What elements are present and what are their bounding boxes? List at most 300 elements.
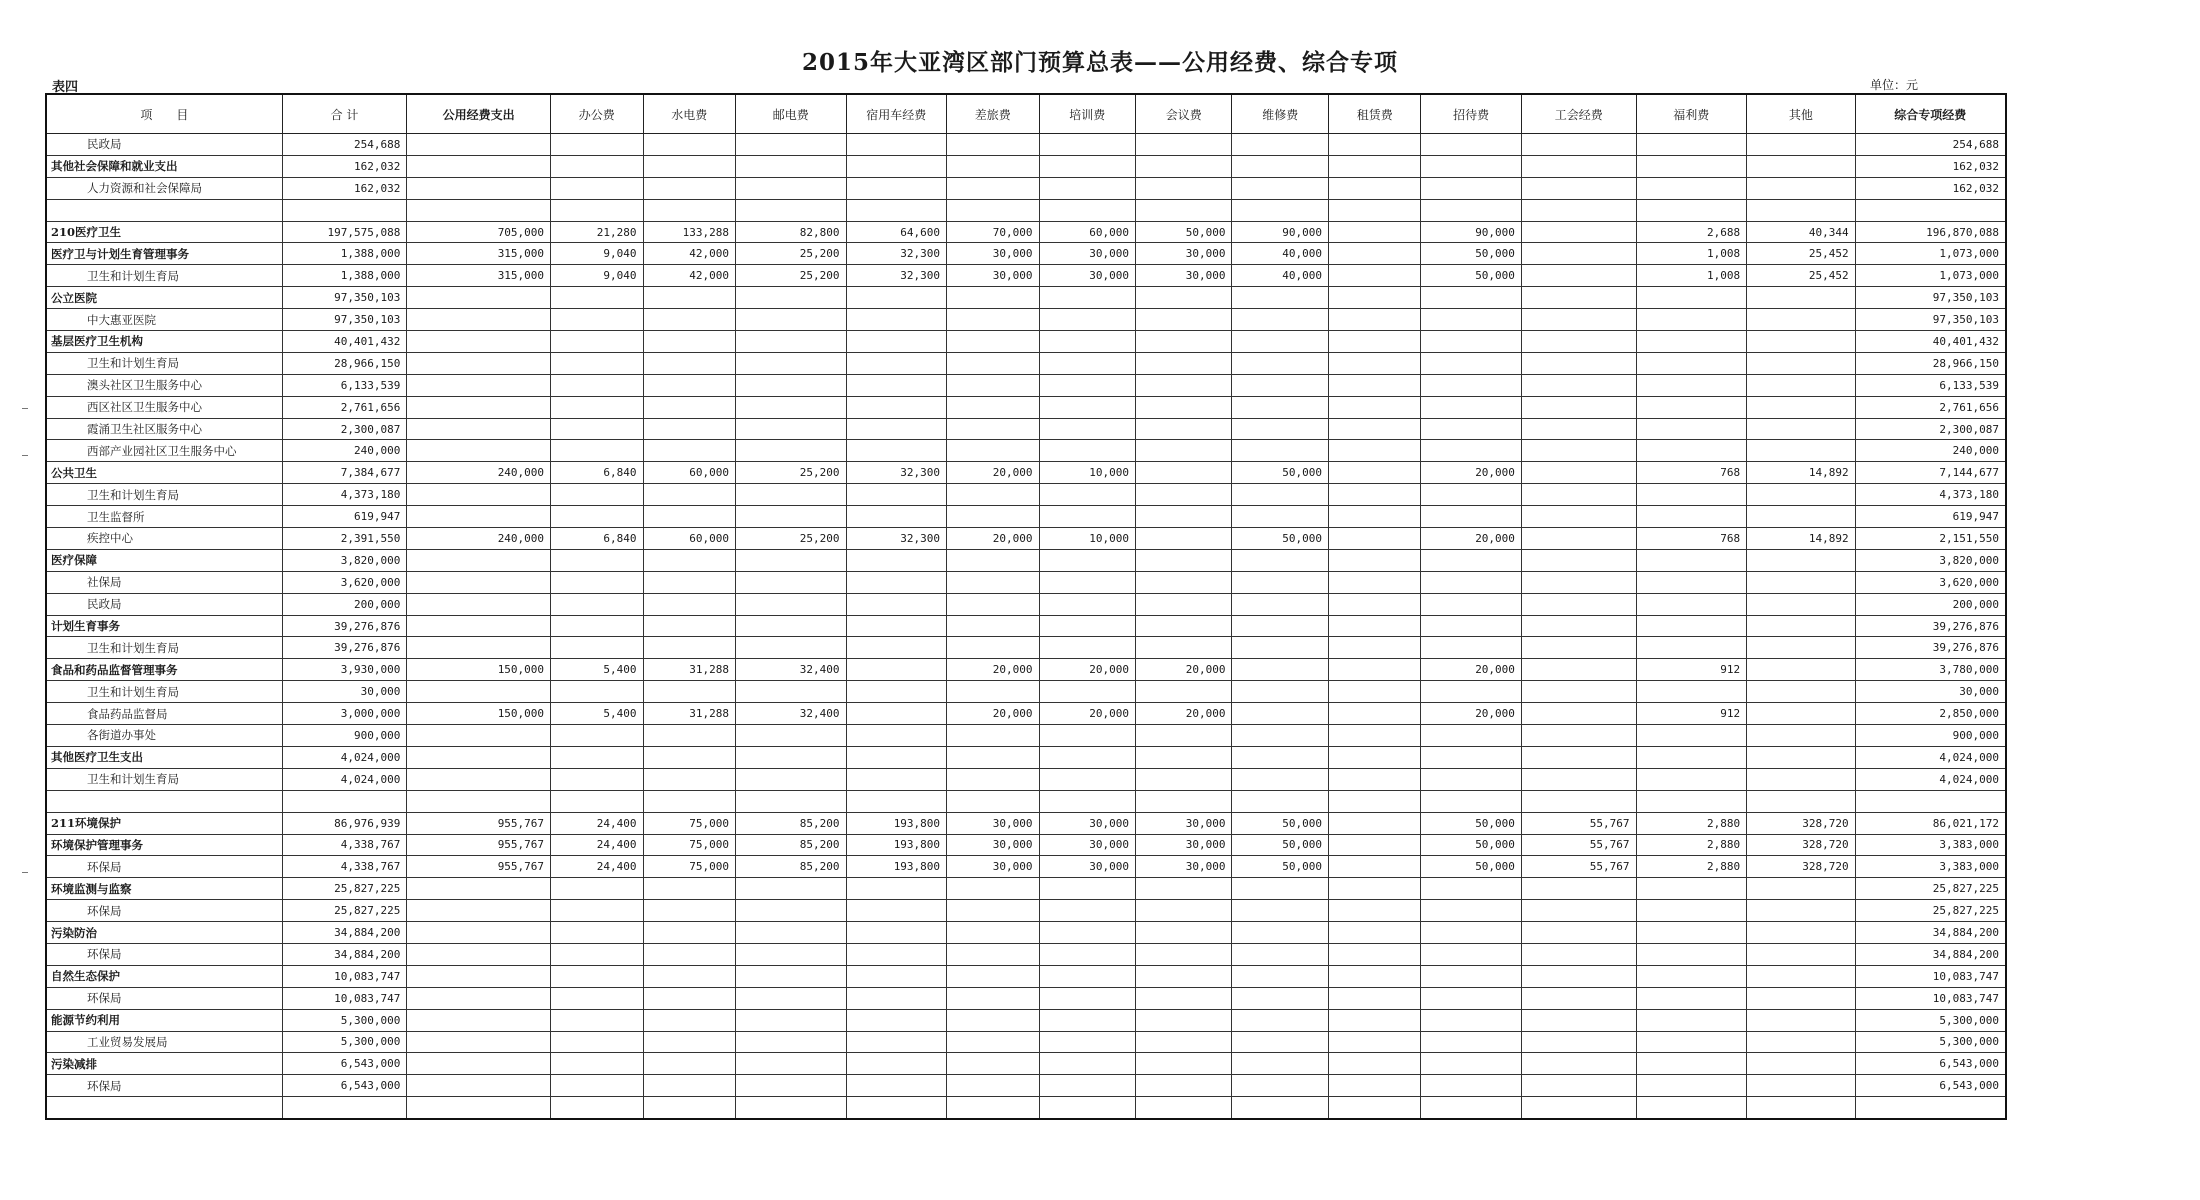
row-value-cell: 3,000,000	[282, 703, 407, 725]
row-value-cell	[1521, 615, 1636, 637]
row-value-cell: 39,276,876	[282, 615, 407, 637]
row-value-cell	[551, 1097, 643, 1119]
row-value-cell: 30,000	[282, 681, 407, 703]
row-value-cell: 2,300,087	[282, 418, 407, 440]
row-value-cell: 162,032	[282, 177, 407, 199]
row-value-cell: 5,300,000	[282, 1031, 407, 1053]
row-item-name: 环境监测与监察	[46, 878, 282, 900]
row-value-cell: 162,032	[282, 155, 407, 177]
row-value-cell	[947, 965, 1039, 987]
row-value-cell: 60,000	[643, 462, 735, 484]
row-value-cell	[1232, 134, 1328, 156]
row-value-cell: 2,300,087	[1855, 418, 2006, 440]
row-value-cell: 30,000	[1136, 812, 1232, 834]
row-value-cell	[735, 746, 846, 768]
row-value-cell: 10,000	[1039, 462, 1135, 484]
row-value-cell: 5,400	[551, 659, 643, 681]
row-value-cell	[407, 1097, 551, 1119]
row-value-cell	[846, 177, 947, 199]
table-row	[46, 309, 2006, 331]
row-value-cell	[846, 309, 947, 331]
row-value-cell	[643, 615, 735, 637]
column-header: 宿用车经费	[846, 94, 947, 134]
table-row	[46, 593, 2006, 615]
row-value-cell	[1039, 790, 1135, 812]
row-value-cell	[1328, 549, 1420, 571]
row-value-cell: 30,000	[1039, 265, 1135, 287]
row-value-cell	[735, 1031, 846, 1053]
row-value-cell	[1421, 943, 1522, 965]
row-value-cell	[947, 1075, 1039, 1097]
row-value-cell	[551, 440, 643, 462]
row-value-cell	[1232, 681, 1328, 703]
scan-mark	[22, 872, 28, 873]
row-value-cell	[1521, 725, 1636, 747]
row-value-cell	[735, 1009, 846, 1031]
row-value-cell: 3,383,000	[1855, 834, 2006, 856]
row-value-cell	[947, 922, 1039, 944]
row-value-cell	[1039, 1031, 1135, 1053]
row-value-cell	[1747, 615, 1856, 637]
row-value-cell	[1232, 746, 1328, 768]
row-value-cell: 60,000	[643, 528, 735, 550]
row-value-cell	[947, 878, 1039, 900]
row-value-cell: 3,620,000	[282, 571, 407, 593]
table-row	[46, 637, 2006, 659]
row-value-cell	[1636, 418, 1747, 440]
row-value-cell	[1039, 725, 1135, 747]
row-value-cell	[1747, 768, 1856, 790]
row-value-cell	[643, 1097, 735, 1119]
row-value-cell	[1039, 287, 1135, 309]
row-value-cell	[1136, 943, 1232, 965]
row-value-cell: 31,288	[643, 703, 735, 725]
row-value-cell	[735, 287, 846, 309]
row-value-cell	[1636, 768, 1747, 790]
row-value-cell	[1039, 965, 1135, 987]
row-value-cell: 30,000	[1855, 681, 2006, 703]
row-value-cell	[1421, 900, 1522, 922]
row-value-cell	[551, 746, 643, 768]
row-value-cell	[1136, 484, 1232, 506]
row-value-cell: 20,000	[1421, 703, 1522, 725]
row-value-cell	[407, 331, 551, 353]
row-value-cell	[1521, 352, 1636, 374]
row-value-cell	[846, 374, 947, 396]
row-value-cell: 34,884,200	[282, 922, 407, 944]
row-value-cell	[735, 309, 846, 331]
table-row	[46, 900, 2006, 922]
row-value-cell: 2,880	[1636, 856, 1747, 878]
row-value-cell: 30,000	[1136, 265, 1232, 287]
row-value-cell	[1039, 987, 1135, 1009]
row-value-cell	[1421, 593, 1522, 615]
row-value-cell: 6,543,000	[1855, 1053, 2006, 1075]
table-row	[46, 768, 2006, 790]
row-value-cell	[1636, 1053, 1747, 1075]
row-item-name: 其他社会保障和就业支出	[46, 155, 282, 177]
row-value-cell: 240,000	[407, 462, 551, 484]
row-value-cell: 90,000	[1232, 221, 1328, 243]
row-item-name: 工业贸易发展局	[46, 1031, 282, 1053]
table-row	[46, 659, 2006, 681]
row-value-cell	[1747, 965, 1856, 987]
column-header: 办公费	[551, 94, 643, 134]
row-value-cell	[846, 593, 947, 615]
row-value-cell	[947, 615, 1039, 637]
row-item-name: 环保局	[46, 1075, 282, 1097]
row-value-cell	[1136, 374, 1232, 396]
row-value-cell: 10,000	[1039, 528, 1135, 550]
row-value-cell	[282, 1097, 407, 1119]
row-value-cell	[1421, 352, 1522, 374]
row-value-cell	[1521, 199, 1636, 221]
row-value-cell	[551, 549, 643, 571]
row-value-cell: 40,401,432	[1855, 331, 2006, 353]
row-value-cell	[1421, 418, 1522, 440]
row-value-cell	[1421, 1075, 1522, 1097]
row-value-cell	[735, 922, 846, 944]
row-item-name	[46, 199, 282, 221]
row-item-name: 卫生和计划生育局	[46, 768, 282, 790]
row-value-cell	[846, 615, 947, 637]
row-value-cell	[947, 1009, 1039, 1031]
row-value-cell	[1039, 309, 1135, 331]
row-value-cell	[947, 484, 1039, 506]
row-value-cell	[1039, 615, 1135, 637]
row-value-cell: 75,000	[643, 856, 735, 878]
row-value-cell	[1747, 155, 1856, 177]
row-value-cell: 20,000	[1039, 659, 1135, 681]
row-value-cell	[1421, 987, 1522, 1009]
row-value-cell	[1521, 506, 1636, 528]
column-header: 水电费	[643, 94, 735, 134]
row-value-cell	[1232, 659, 1328, 681]
row-value-cell	[1328, 155, 1420, 177]
row-value-cell	[1232, 1097, 1328, 1119]
row-value-cell: 2,880	[1636, 834, 1747, 856]
row-value-cell	[1328, 1097, 1420, 1119]
row-value-cell	[735, 440, 846, 462]
row-value-cell	[1421, 746, 1522, 768]
row-value-cell	[1039, 943, 1135, 965]
row-value-cell: 2,761,656	[282, 396, 407, 418]
table-row	[46, 265, 2006, 287]
row-value-cell: 50,000	[1421, 243, 1522, 265]
row-value-cell	[1136, 1009, 1232, 1031]
row-value-cell	[1636, 790, 1747, 812]
row-value-cell	[1136, 177, 1232, 199]
table-row	[46, 484, 2006, 506]
row-item-name: 卫生和计划生育局	[46, 352, 282, 374]
row-value-cell	[947, 374, 1039, 396]
row-value-cell: 40,000	[1232, 265, 1328, 287]
row-value-cell: 25,452	[1747, 243, 1856, 265]
row-value-cell	[846, 1009, 947, 1031]
row-value-cell	[1232, 637, 1328, 659]
table-row	[46, 1009, 2006, 1031]
row-value-cell	[1636, 1075, 1747, 1097]
row-value-cell	[643, 965, 735, 987]
row-value-cell	[1328, 462, 1420, 484]
row-value-cell	[1636, 987, 1747, 1009]
row-value-cell	[551, 177, 643, 199]
row-item-name: 环保局	[46, 987, 282, 1009]
row-value-cell	[643, 177, 735, 199]
row-value-cell: 20,000	[1136, 703, 1232, 725]
row-item-name: 基层医疗卫生机构	[46, 331, 282, 353]
row-value-cell	[846, 878, 947, 900]
row-value-cell: 20,000	[1421, 659, 1522, 681]
row-value-cell	[1421, 571, 1522, 593]
row-value-cell: 1,388,000	[282, 265, 407, 287]
row-value-cell	[1421, 134, 1522, 156]
row-value-cell	[735, 1053, 846, 1075]
row-value-cell: 50,000	[1232, 812, 1328, 834]
row-value-cell	[643, 571, 735, 593]
row-item-name: 公立医院	[46, 287, 282, 309]
table-row	[46, 155, 2006, 177]
table-row	[46, 943, 2006, 965]
row-value-cell	[1421, 440, 1522, 462]
row-value-cell	[1232, 309, 1328, 331]
row-value-cell	[1747, 440, 1856, 462]
column-header: 福利费	[1636, 94, 1747, 134]
row-value-cell: 25,200	[735, 265, 846, 287]
row-value-cell	[407, 287, 551, 309]
table-row	[46, 1097, 2006, 1119]
row-value-cell	[643, 396, 735, 418]
row-value-cell: 9,040	[551, 243, 643, 265]
row-value-cell	[1747, 593, 1856, 615]
row-value-cell	[947, 900, 1039, 922]
row-value-cell: 4,024,000	[282, 768, 407, 790]
row-value-cell	[1039, 352, 1135, 374]
row-item-name: 210医疗卫生	[46, 221, 282, 243]
row-value-cell	[1136, 878, 1232, 900]
row-value-cell	[1136, 987, 1232, 1009]
row-value-cell: 85,200	[735, 812, 846, 834]
row-value-cell	[1421, 155, 1522, 177]
row-value-cell	[1636, 725, 1747, 747]
row-value-cell	[846, 484, 947, 506]
row-value-cell: 32,400	[735, 703, 846, 725]
row-item-name	[46, 790, 282, 812]
row-value-cell	[643, 987, 735, 1009]
row-value-cell	[1232, 374, 1328, 396]
row-value-cell	[1636, 900, 1747, 922]
row-value-cell	[1747, 1031, 1856, 1053]
row-value-cell: 55,767	[1521, 856, 1636, 878]
row-value-cell: 39,276,876	[282, 637, 407, 659]
row-value-cell	[947, 637, 1039, 659]
row-value-cell: 1,073,000	[1855, 265, 2006, 287]
row-value-cell	[1521, 1097, 1636, 1119]
row-value-cell	[643, 331, 735, 353]
row-value-cell: 2,761,656	[1855, 396, 2006, 418]
row-value-cell	[1328, 528, 1420, 550]
row-value-cell	[1421, 637, 1522, 659]
row-value-cell	[551, 484, 643, 506]
table-row	[46, 681, 2006, 703]
row-value-cell	[551, 790, 643, 812]
row-item-name: 中大惠亚医院	[46, 309, 282, 331]
row-value-cell: 25,827,225	[1855, 878, 2006, 900]
header-row	[46, 94, 2006, 134]
row-value-cell	[846, 1053, 947, 1075]
row-value-cell	[1136, 352, 1232, 374]
row-value-cell	[1039, 1009, 1135, 1031]
row-value-cell	[551, 134, 643, 156]
row-value-cell: 32,400	[735, 659, 846, 681]
row-value-cell	[1136, 922, 1232, 944]
row-value-cell	[735, 593, 846, 615]
row-value-cell	[1328, 221, 1420, 243]
row-value-cell	[846, 965, 947, 987]
row-value-cell: 70,000	[947, 221, 1039, 243]
row-item-name: 其他医疗卫生支出	[46, 746, 282, 768]
row-value-cell	[1136, 790, 1232, 812]
row-value-cell: 4,024,000	[282, 746, 407, 768]
row-value-cell: 21,280	[551, 221, 643, 243]
row-value-cell	[1039, 155, 1135, 177]
row-value-cell	[1328, 243, 1420, 265]
table-row	[46, 878, 2006, 900]
row-value-cell	[407, 506, 551, 528]
row-value-cell	[1232, 725, 1328, 747]
row-value-cell	[1747, 177, 1856, 199]
row-value-cell: 97,350,103	[282, 287, 407, 309]
row-item-name: 污染防治	[46, 922, 282, 944]
row-value-cell	[1328, 134, 1420, 156]
row-value-cell	[1521, 265, 1636, 287]
row-value-cell: 3,930,000	[282, 659, 407, 681]
row-value-cell	[1136, 155, 1232, 177]
row-value-cell	[846, 571, 947, 593]
row-value-cell	[1039, 418, 1135, 440]
row-value-cell	[1636, 1009, 1747, 1031]
row-value-cell: 10,083,747	[282, 987, 407, 1009]
row-value-cell	[551, 1031, 643, 1053]
row-value-cell	[407, 134, 551, 156]
row-value-cell	[1328, 615, 1420, 637]
row-value-cell	[643, 1053, 735, 1075]
row-value-cell: 50,000	[1421, 265, 1522, 287]
row-value-cell: 6,133,539	[1855, 374, 2006, 396]
row-value-cell	[1136, 440, 1232, 462]
row-value-cell: 39,276,876	[1855, 637, 2006, 659]
row-value-cell	[1747, 331, 1856, 353]
row-value-cell	[1636, 571, 1747, 593]
row-value-cell	[947, 177, 1039, 199]
row-value-cell	[1747, 681, 1856, 703]
row-value-cell	[551, 922, 643, 944]
row-value-cell	[1232, 396, 1328, 418]
row-value-cell	[1328, 396, 1420, 418]
row-value-cell	[1747, 549, 1856, 571]
row-value-cell	[1421, 1031, 1522, 1053]
row-value-cell	[1521, 571, 1636, 593]
row-value-cell	[1039, 593, 1135, 615]
row-value-cell	[1747, 1075, 1856, 1097]
row-value-cell	[735, 725, 846, 747]
column-header: 邮电费	[735, 94, 846, 134]
row-value-cell: 6,840	[551, 462, 643, 484]
row-value-cell	[1136, 725, 1232, 747]
row-value-cell: 30,000	[947, 812, 1039, 834]
row-value-cell	[1039, 1053, 1135, 1075]
row-value-cell: 705,000	[407, 221, 551, 243]
row-value-cell: 1,008	[1636, 265, 1747, 287]
row-value-cell	[1232, 1053, 1328, 1075]
row-value-cell	[735, 155, 846, 177]
table-row	[46, 374, 2006, 396]
row-value-cell	[1636, 637, 1747, 659]
row-value-cell: 64,600	[846, 221, 947, 243]
row-value-cell	[1421, 768, 1522, 790]
column-header: 公用经费支出	[407, 94, 551, 134]
row-value-cell	[1136, 199, 1232, 221]
row-value-cell	[1232, 199, 1328, 221]
row-value-cell: 1,008	[1636, 243, 1747, 265]
table-row	[46, 987, 2006, 1009]
row-value-cell	[1039, 396, 1135, 418]
row-value-cell	[1039, 746, 1135, 768]
row-value-cell: 20,000	[1421, 528, 1522, 550]
table-row	[46, 221, 2006, 243]
row-value-cell	[551, 943, 643, 965]
row-value-cell	[551, 287, 643, 309]
row-value-cell	[407, 396, 551, 418]
row-value-cell: 193,800	[846, 812, 947, 834]
row-value-cell: 55,767	[1521, 812, 1636, 834]
row-value-cell	[1421, 922, 1522, 944]
row-value-cell: 6,543,000	[282, 1053, 407, 1075]
row-value-cell: 50,000	[1232, 462, 1328, 484]
row-value-cell	[1636, 309, 1747, 331]
row-value-cell	[846, 440, 947, 462]
row-value-cell: 30,000	[1136, 856, 1232, 878]
table-row	[46, 352, 2006, 374]
row-value-cell: 150,000	[407, 703, 551, 725]
row-value-cell	[1136, 309, 1232, 331]
row-value-cell	[846, 922, 947, 944]
row-value-cell	[1747, 309, 1856, 331]
row-value-cell: 6,133,539	[282, 374, 407, 396]
table-row	[46, 790, 2006, 812]
row-item-name: 卫生和计划生育局	[46, 637, 282, 659]
table-row	[46, 1053, 2006, 1075]
table-label: 表四	[52, 80, 79, 95]
row-value-cell	[1636, 396, 1747, 418]
row-value-cell: 768	[1636, 462, 1747, 484]
row-value-cell	[1328, 1075, 1420, 1097]
row-value-cell: 40,000	[1232, 243, 1328, 265]
row-value-cell: 10,083,747	[1855, 987, 2006, 1009]
row-value-cell	[735, 177, 846, 199]
table-row	[46, 746, 2006, 768]
row-value-cell	[407, 790, 551, 812]
row-value-cell	[1136, 396, 1232, 418]
row-value-cell: 20,000	[947, 703, 1039, 725]
row-value-cell	[643, 681, 735, 703]
row-value-cell: 3,383,000	[1855, 856, 2006, 878]
row-value-cell: 32,300	[846, 462, 947, 484]
row-value-cell	[643, 878, 735, 900]
row-value-cell	[643, 155, 735, 177]
row-value-cell	[1636, 549, 1747, 571]
row-value-cell	[1232, 287, 1328, 309]
